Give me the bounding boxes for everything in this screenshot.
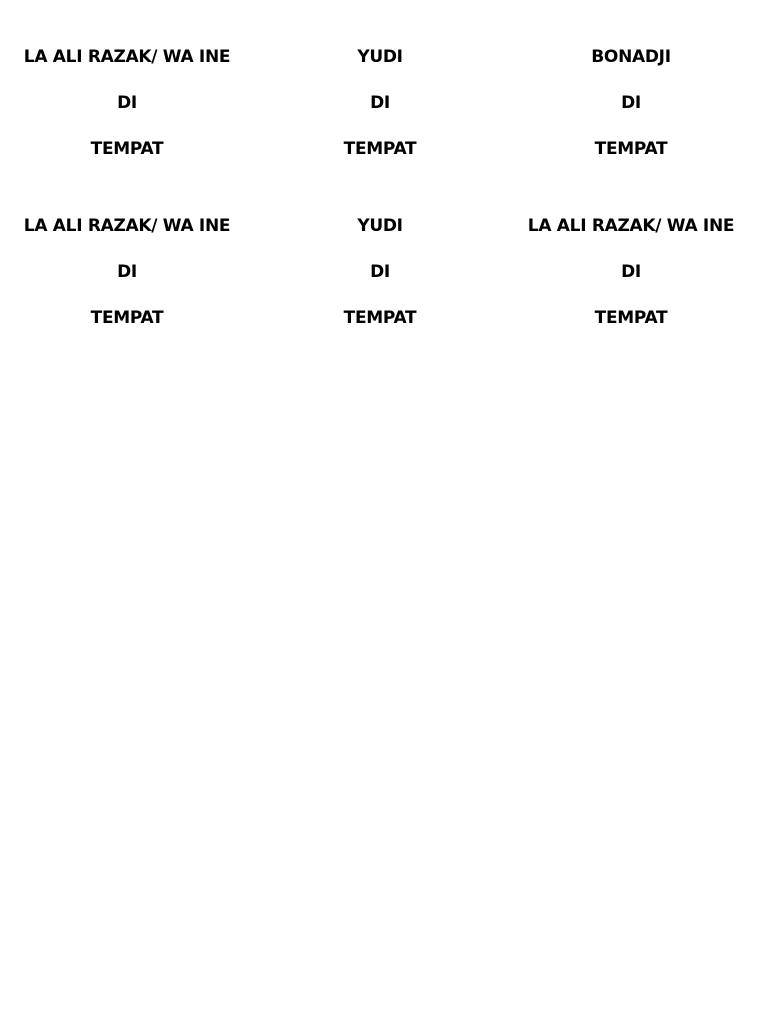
preposition-text: DI xyxy=(370,262,390,282)
recipient-name: YUDI xyxy=(357,47,403,67)
recipient-name: YUDI xyxy=(357,216,403,236)
preposition-text: DI xyxy=(621,93,641,113)
place-text: TEMPAT xyxy=(343,139,417,159)
preposition-text: DI xyxy=(621,262,641,282)
place-text: TEMPAT xyxy=(343,308,417,328)
place-text: TEMPAT xyxy=(594,139,668,159)
place-text: TEMPAT xyxy=(90,139,164,159)
recipient-name: LA ALI RAZAK/ WA INE xyxy=(23,47,231,67)
recipient-name: BONADJI xyxy=(591,47,671,67)
preposition-text: DI xyxy=(370,93,390,113)
recipient-name: LA ALI RAZAK/ WA INE xyxy=(23,216,231,236)
place-text: TEMPAT xyxy=(594,308,668,328)
preposition-text: DI xyxy=(117,262,137,282)
place-text: TEMPAT xyxy=(90,308,164,328)
recipient-name: LA ALI RAZAK/ WA INE xyxy=(527,216,735,236)
preposition-text: DI xyxy=(117,93,137,113)
